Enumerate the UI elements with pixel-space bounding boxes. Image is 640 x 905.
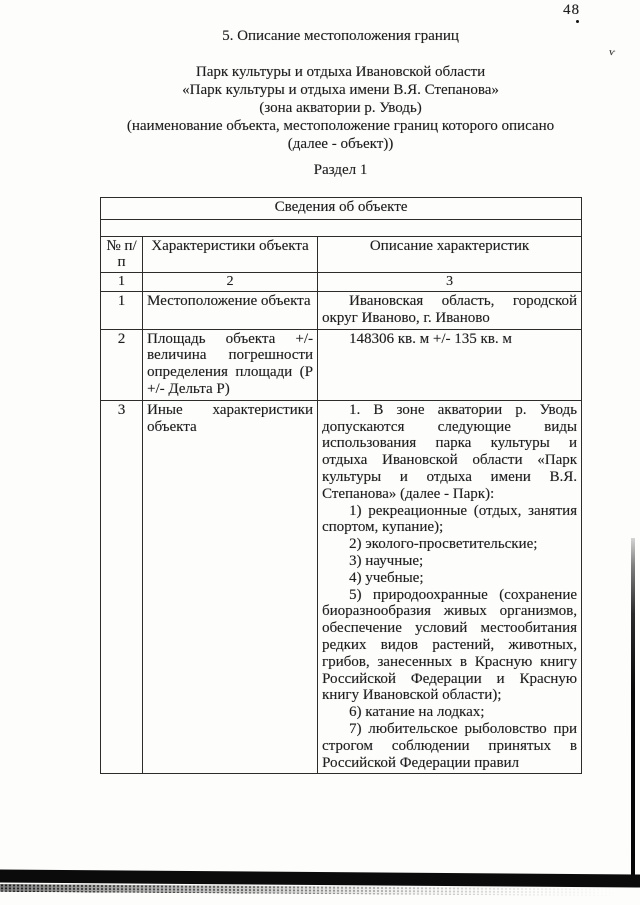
table-spacer-row <box>101 220 582 237</box>
table-caption: Сведения об объекте <box>101 198 582 220</box>
table-row <box>101 292 582 330</box>
row-number: 3 <box>101 400 143 774</box>
column-number-3: 3 <box>318 273 582 292</box>
text-line: Ивановская область, городской округ Иваново, г. Иваново <box>322 293 578 326</box>
text-line: (далее - объект)) <box>287 136 394 152</box>
header-description: Описание характеристик <box>318 237 582 273</box>
table-caption-row <box>101 198 582 220</box>
column-numbers-row <box>101 273 582 292</box>
text-line: (наименование объекта, местоположение границ которого описано <box>126 118 555 134</box>
text-line: 4) учебные; <box>349 569 424 586</box>
text-line: 7) любительское рыболовство при строгом соблюдении принятых в Российской Федерации правил <box>322 720 578 771</box>
column-number-1: 1 <box>101 273 143 292</box>
object-info-table <box>100 197 582 774</box>
page-number: 48 <box>563 2 580 18</box>
scan-mark-artifact: ѵ <box>608 46 616 59</box>
text-line: «Парк культуры и отдыха имени В.Я. Степанова» <box>182 82 499 98</box>
scan-edge-streak <box>631 538 635 882</box>
row-description <box>318 400 582 774</box>
text-line: Парк культуры и отдыха Ивановской области <box>195 64 486 80</box>
table-row <box>101 329 582 400</box>
text-line: 1) рекреационные (отдых, занятия спортом, купание); <box>322 502 578 536</box>
table-header-row <box>101 237 582 273</box>
text-line: 148306 кв. м +/- 135 кв. м <box>349 330 512 347</box>
section-label: Раздел 1 <box>313 162 368 178</box>
row-characteristic: Местоположение объекта <box>143 292 318 330</box>
spacer-cell <box>101 220 582 237</box>
row-number: 2 <box>101 329 143 400</box>
text-line: 3) научные; <box>349 552 424 569</box>
row-description <box>318 329 582 400</box>
header-num: № п/п <box>101 237 143 273</box>
table-row <box>101 400 582 774</box>
document-title: 5. Описание местоположения границ <box>222 28 459 44</box>
text-line: (зона акватории р. Уводь) <box>259 100 422 116</box>
text-line: 5) природоохранные (сохранение биоразнообразия живых организмов, обеспечение условий местообитания редких видов растений, животных, грибов, занесенных в Красную книгу Российской Федерации и Красную книгу Ивановской области); <box>322 586 578 704</box>
header-characteristics: Характеристики объекта <box>143 237 318 273</box>
text-line: 1. В зоне акватории р. Уводь допускаются следующие виды использования парка культуры и отдыха Ивановской области «Парк культуры и отдыха имени В.Я. Степанова» (далее - Парк): <box>322 401 578 502</box>
text-line: 2) эколого-просветительские; <box>349 536 538 553</box>
object-name-block <box>100 63 581 153</box>
column-number-2: 2 <box>143 273 318 292</box>
row-number: 1 <box>101 292 143 330</box>
row-characteristic: Иные характеристики объекта <box>143 400 318 774</box>
text-line: 6) катание на лодках; <box>349 704 485 721</box>
row-characteristic: Площадь объекта +/- величина погрешности определения площади (P +/- Дельта P) <box>143 329 318 400</box>
scan-dot-artifact <box>576 20 579 23</box>
row-description <box>318 292 582 330</box>
